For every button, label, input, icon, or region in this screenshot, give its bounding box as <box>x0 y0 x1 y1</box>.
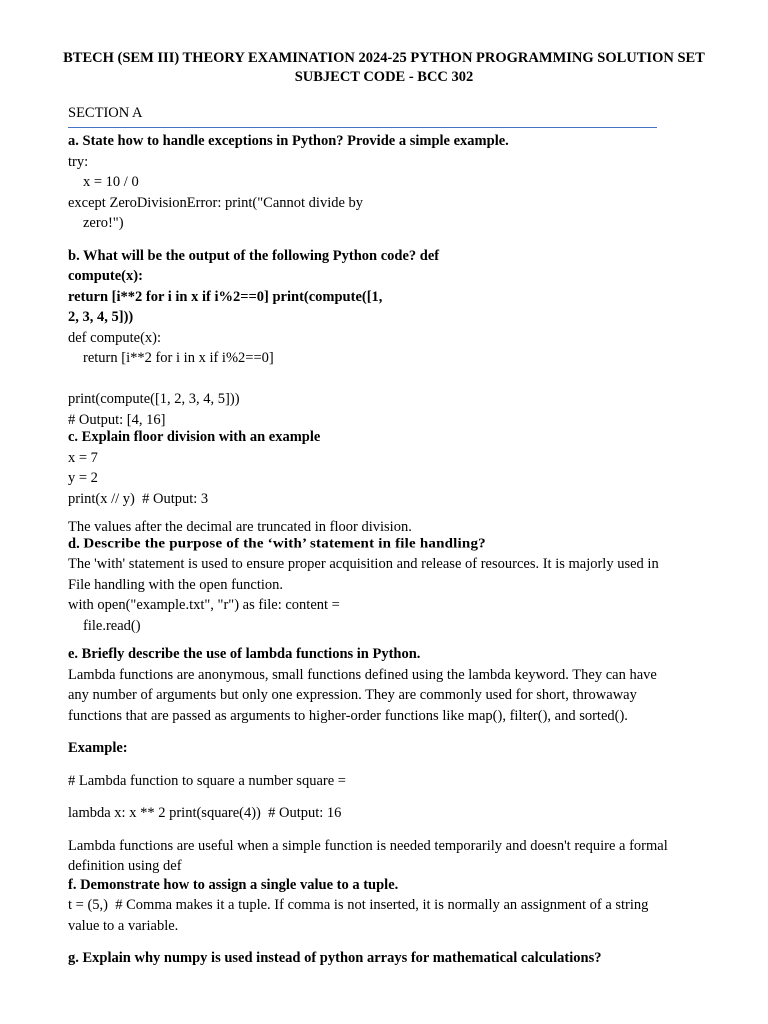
answer-text: any number of arguments but only one expression. They are commonly used for short, throwaway <box>68 687 637 703</box>
code-line: x = 7 <box>68 449 98 466</box>
answer-text: value to a variable. <box>68 917 179 934</box>
answer-text: Lambda functions are anonymous, small functions defined using the lambda keyword. They can have <box>68 666 657 683</box>
question-f <box>68 875 698 937</box>
question-d-letter: d. <box>68 535 80 552</box>
document-body <box>68 103 698 969</box>
answer-text: The values after the decimal are truncated in floor division. <box>68 519 412 535</box>
question-g <box>68 948 698 969</box>
code-line: # Lambda function to square a number square = <box>68 772 346 789</box>
question-b-text-line: b. What will be the output of the following Python code? def <box>68 247 440 264</box>
question-d-text <box>68 534 698 555</box>
header-title: BTECH (SEM III) THEORY EXAMINATION 2024-25 PYTHON PROGRAMMING SOLUTION SET <box>63 50 705 66</box>
question-c-text: c. Explain floor division with an example <box>68 429 321 445</box>
document-header <box>0 49 768 87</box>
answer-text: Lambda functions are useful when a simple function is needed temporarily and doesn't require a formal <box>68 837 668 854</box>
question-d <box>68 534 698 637</box>
answer-text: File handling with the open function. <box>68 576 284 593</box>
question-b <box>68 246 698 431</box>
section-title: SECTION A <box>68 105 143 121</box>
code-line: print(compute([1, 2, 3, 4, 5])) <box>68 391 240 407</box>
question-d-rest: Describe the purpose of the ‘with’ statement in file handling? <box>83 536 486 551</box>
question-e <box>68 644 698 877</box>
code-line: except ZeroDivisionError: print("Cannot divide by <box>68 194 364 211</box>
answer-text: definition using def <box>68 858 182 874</box>
question-f-text: f. Demonstrate how to assign a single value to a tuple. <box>68 876 399 893</box>
header-subject-code: SUBJECT CODE - BCC 302 <box>294 69 474 85</box>
code-line: lambda x: x ** 2 print(square(4)) # Output: 16 <box>68 805 342 821</box>
section-heading <box>68 103 657 128</box>
code-line: x = 10 / 0 <box>83 174 139 190</box>
code-line: zero!") <box>83 215 124 231</box>
example-label: Example: <box>68 740 128 756</box>
question-b-text-line: return [i**2 for i in x if i%2==0] print(compute([1, <box>68 288 383 305</box>
question-a <box>68 131 698 234</box>
answer-text: The 'with' statement is used to ensure proper acquisition and release of resources. It is majorly used in <box>68 556 659 572</box>
code-line: return [i**2 for i in x if i%2==0] <box>83 350 274 366</box>
question-b-text-line: compute(x): <box>68 268 143 284</box>
code-line: file.read() <box>83 617 141 634</box>
code-line: def compute(x): <box>68 329 162 346</box>
code-line: with open("example.txt", "r") as file: content = <box>68 597 340 613</box>
question-c <box>68 427 698 538</box>
code-line: print(x // y) # Output: 3 <box>68 490 209 507</box>
code-line: y = 2 <box>68 470 98 486</box>
answer-text: functions that are passed as arguments to higher-order functions like map(), filter(), and sorted(). <box>68 707 628 724</box>
question-g-text: g. Explain why numpy is used instead of python arrays for mathematical calculations? <box>68 950 602 966</box>
question-e-text: e. Briefly describe the use of lambda functions in Python. <box>68 646 421 662</box>
question-a-text: a. State how to handle exceptions in Python? Provide a simple example. <box>68 133 509 149</box>
answer-text: t = (5,) # Comma makes it a tuple. If comma is not inserted, it is normally an assignment of a string <box>68 897 649 913</box>
code-line: try: <box>68 153 89 170</box>
code-line: # Output: [4, 16] <box>68 411 166 428</box>
question-b-text-line: 2, 3, 4, 5])) <box>68 309 134 325</box>
